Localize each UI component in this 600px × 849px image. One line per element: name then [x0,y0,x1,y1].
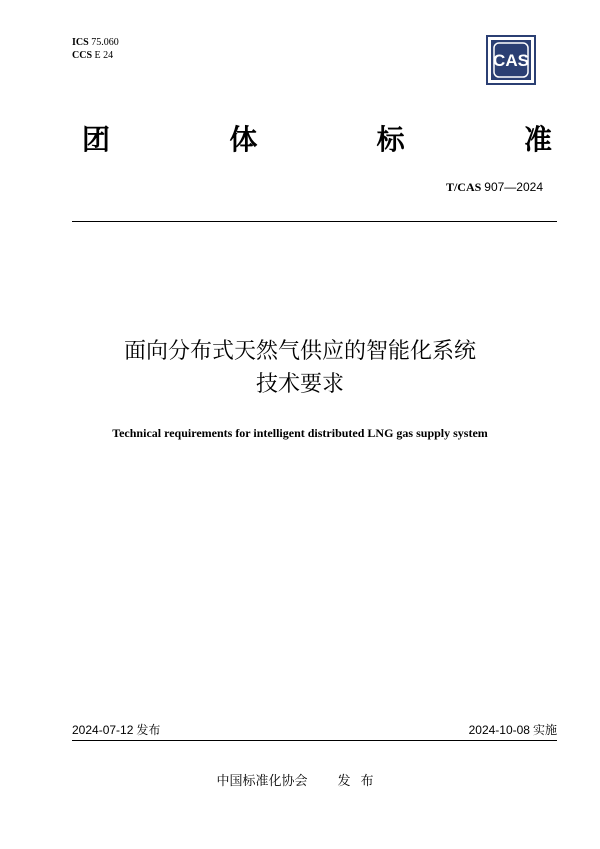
publisher-action: 发布 [337,774,384,789]
document-title-cn [0,335,600,401]
release-date-value: 2024-07-12 [72,723,134,737]
ics-value: 75.060 [91,37,119,48]
publisher-name: 中国标准化协会 [216,774,308,789]
ics-code [72,36,119,49]
ccs-value: E 24 [94,50,114,61]
standard-number-prefix: T/CAS [445,180,482,194]
ics-label: ICS [72,37,89,48]
cas-logo-text: CAS [493,51,529,70]
standard-number [446,180,543,195]
standard-type-char: 体 [229,123,258,156]
ccs-label: CCS [72,50,93,61]
document-title-en: Technical requirements for intelligent distributed LNG gas supply system [112,426,488,440]
publisher [0,770,600,789]
cas-logo-icon [486,35,536,85]
standard-type-char: 团 [82,123,111,156]
standard-type-char: 准 [523,123,552,156]
implementation-date-label: 实施 [532,723,557,737]
top-divider [72,221,557,222]
bottom-divider [72,740,557,741]
implementation-date-value: 2024-10-08 [468,723,530,737]
standard-type-heading [82,120,552,160]
ccs-code [72,49,119,62]
classification-codes [72,36,119,62]
release-date-label: 发布 [136,723,161,737]
implementation-date [469,721,557,738]
release-date [72,721,160,738]
standard-type-char: 标 [376,123,405,156]
cas-logo [486,35,536,85]
title-cn-line-2: 技术要求 [255,372,344,397]
title-cn-line-1: 面向分布式天然气供应的智能化系统 [123,339,476,364]
standard-number-value: 907—2024 [484,180,543,194]
